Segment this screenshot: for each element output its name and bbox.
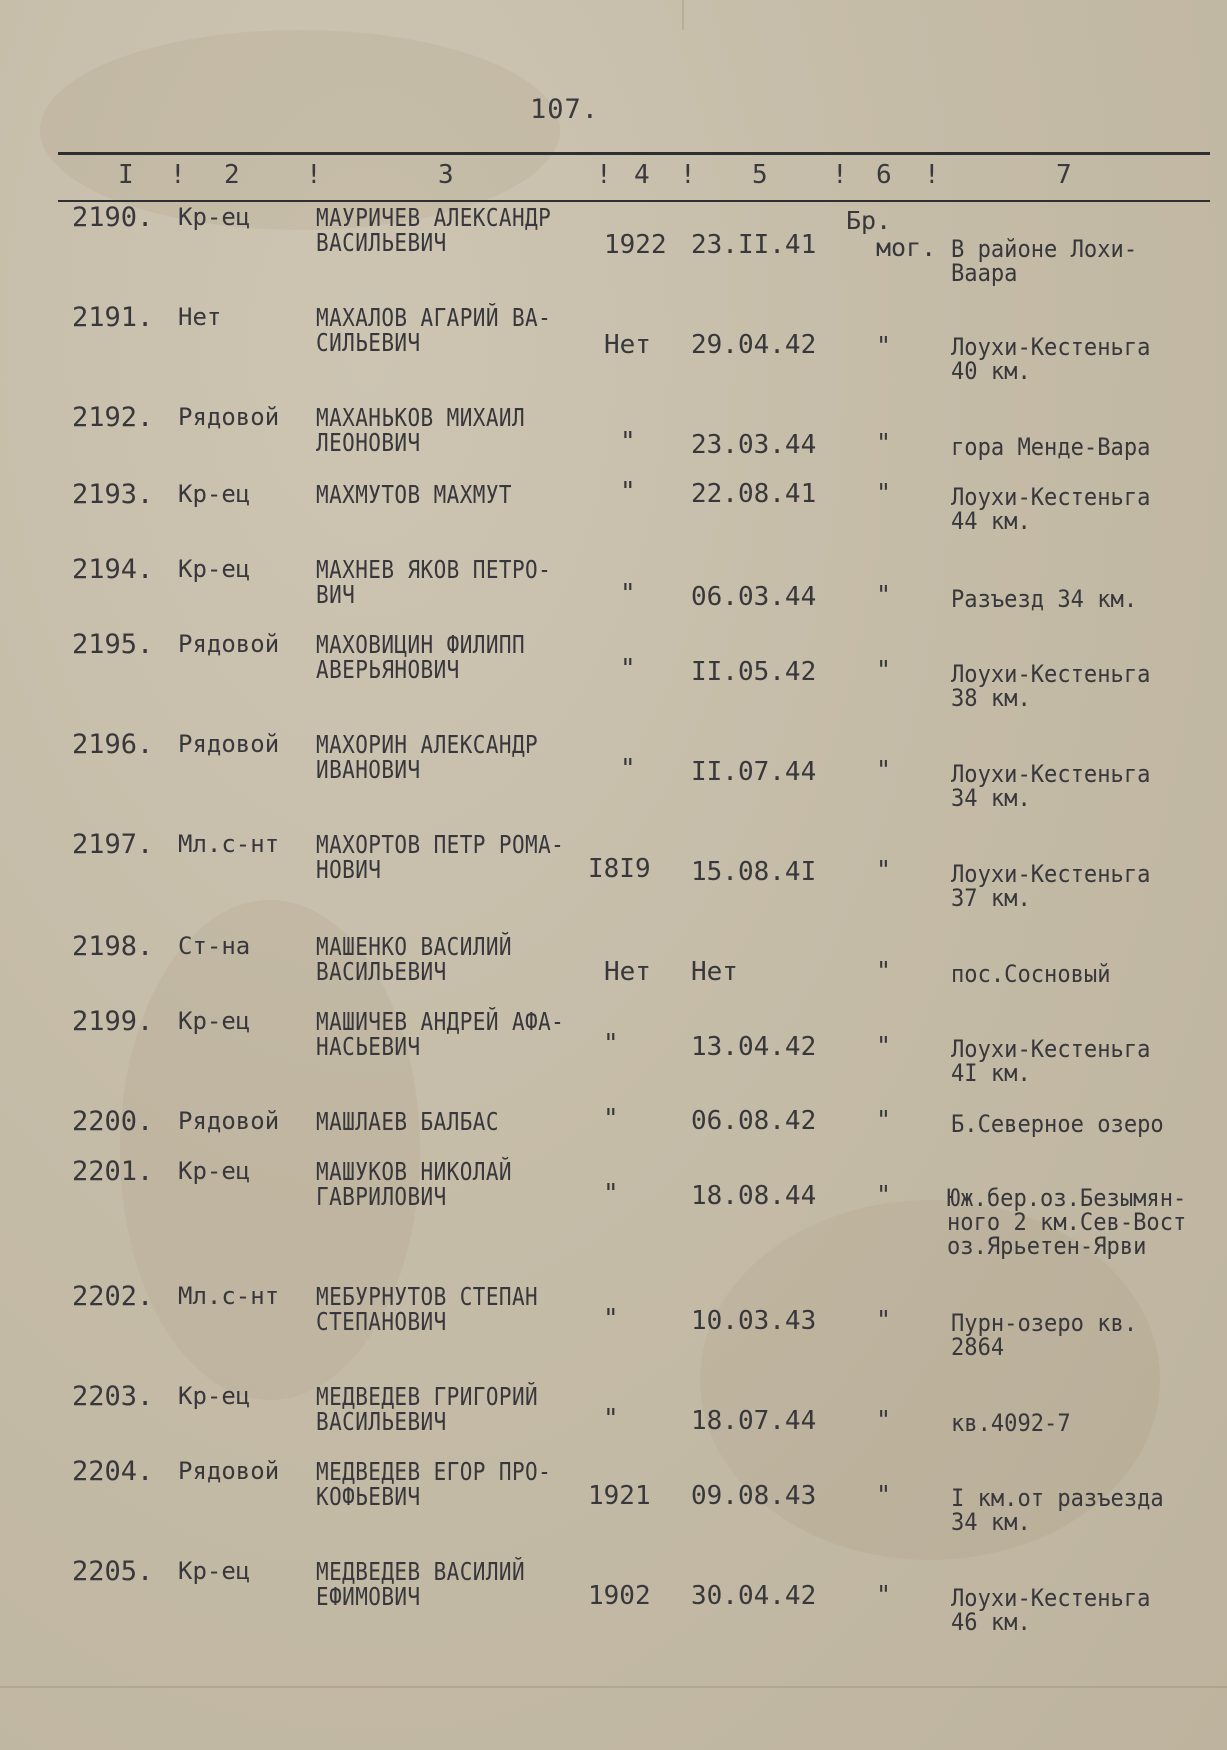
burial-type: " — [876, 1405, 892, 1434]
record-number: 2200. — [72, 1106, 154, 1137]
full-name-line: МАШИЧЕВ АНДРЕЙ АФА- — [316, 1007, 565, 1036]
military-rank: Кр-ец — [178, 555, 251, 583]
record-number: 2196. — [72, 729, 154, 760]
full-name-line: МАШЕНКО ВАСИЛИЙ — [316, 932, 512, 961]
burial-place-line: пос.Сосновый — [951, 960, 1111, 988]
burial-place-line: 37 км. — [951, 884, 1031, 912]
record-number: 2201. — [72, 1156, 154, 1187]
death-date: 10.03.43 — [691, 1306, 817, 1336]
record-number: 2193. — [72, 479, 154, 510]
burial-place-line: 40 км. — [951, 357, 1031, 385]
burial-place-line: В районе Лохи- — [951, 235, 1138, 263]
column-separator: ! — [924, 160, 940, 190]
full-name-line: АВЕРЬЯНОВИЧ — [316, 655, 460, 684]
header-rule-top — [58, 152, 1210, 155]
burial-place-line: Ваара — [951, 259, 1018, 287]
full-name-line: МАХАНЬКОВ МИХАИЛ — [316, 403, 526, 432]
column-header-3: 3 — [438, 160, 454, 190]
burial-type: " — [876, 1031, 892, 1060]
death-date: 23.03.44 — [691, 430, 817, 460]
page-number: 107. — [530, 94, 600, 125]
burial-place-line: 38 км. — [951, 684, 1031, 712]
full-name-line: ГАВРИЛОВИЧ — [316, 1182, 447, 1211]
full-name-line: ВИЧ — [316, 580, 356, 609]
header-rule-bottom — [58, 200, 1210, 202]
burial-type: " — [876, 1305, 892, 1334]
record-number: 2191. — [72, 302, 154, 333]
full-name-line: МАУРИЧЕВ АЛЕКСАНДР — [316, 203, 552, 232]
birth-year: 1921 — [588, 1481, 651, 1511]
death-date: 06.03.44 — [691, 582, 817, 612]
military-rank: Кр-ец — [178, 1007, 251, 1035]
burial-place-line: кв.4092-7 — [951, 1409, 1071, 1437]
military-rank: Кр-ец — [178, 1157, 251, 1185]
death-date: 09.08.43 — [691, 1481, 817, 1511]
burial-place-line: Лоухи-Кестеньга — [951, 760, 1151, 788]
record-number: 2197. — [72, 829, 154, 860]
burial-place-line: ного 2 км.Сев-Вост — [947, 1208, 1187, 1236]
death-date: 23.II.41 — [691, 230, 817, 260]
death-date: 18.07.44 — [691, 1406, 817, 1436]
full-name-line: ВАСИЛЬЕВИЧ — [316, 957, 447, 986]
record-number: 2204. — [72, 1456, 154, 1487]
full-name-line: МАХОРТОВ ПЕТР РОМА- — [316, 830, 565, 859]
full-name-line: МЕБУРНУТОВ СТЕПАН — [316, 1282, 539, 1311]
birth-year: Нет — [604, 330, 651, 360]
full-name-line: КОФЬЕВИЧ — [316, 1482, 421, 1511]
burial-place-line: Лоухи-Кестеньга — [951, 660, 1151, 688]
column-separator: ! — [170, 160, 186, 190]
full-name-line: МАХНЕВ ЯКОВ ПЕТРО- — [316, 555, 552, 584]
burial-place-line: 34 км. — [951, 1508, 1031, 1536]
birth-year: 1922 — [604, 230, 667, 260]
birth-year: " — [603, 1029, 619, 1059]
full-name-line: ВАСИЛЬЕВИЧ — [316, 228, 447, 257]
death-date: II.05.42 — [691, 657, 817, 687]
military-rank: Кр-ец — [178, 480, 251, 508]
burial-type: " — [876, 428, 892, 457]
burial-type: " — [876, 478, 892, 507]
burial-type: Бр. — [846, 206, 892, 235]
full-name-line: МЕДВЕДЕВ ГРИГОРИЙ — [316, 1382, 539, 1411]
burial-place-line: Лоухи-Кестеньга — [951, 1035, 1151, 1063]
burial-place-line: гора Менде-Вара — [951, 433, 1151, 461]
burial-type: " — [876, 1580, 892, 1609]
birth-year: " — [620, 477, 636, 507]
burial-type: " — [876, 331, 892, 360]
death-date: Нет — [691, 957, 738, 987]
military-rank: Кр-ец — [178, 1382, 251, 1410]
burial-type: " — [876, 855, 892, 884]
burial-type: " — [876, 580, 892, 609]
burial-type: " — [876, 655, 892, 684]
burial-type: " — [876, 1105, 892, 1134]
record-number: 2192. — [72, 402, 154, 433]
death-date: 22.08.41 — [691, 479, 817, 509]
full-name-line: МАШЛАЕВ БАЛБАС — [316, 1107, 499, 1136]
death-date: II.07.44 — [691, 757, 817, 787]
burial-place-line: оз.Ярьетен-Ярви — [947, 1232, 1147, 1260]
burial-place-line: Юж.бер.оз.Безымян- — [947, 1184, 1187, 1212]
military-rank: Мл.с-нт — [178, 830, 280, 858]
military-rank: Рядовой — [178, 1457, 280, 1485]
military-rank: Рядовой — [178, 730, 280, 758]
birth-year: " — [620, 654, 636, 684]
burial-place-line: 44 км. — [951, 507, 1031, 535]
burial-place-line: Пурн-озеро кв. — [951, 1309, 1138, 1337]
military-rank: Рядовой — [178, 1107, 280, 1135]
record-number: 2203. — [72, 1381, 154, 1412]
column-separator: ! — [680, 160, 696, 190]
column-header-4: 4 — [634, 160, 650, 190]
birth-year: " — [603, 1304, 619, 1334]
paper-crease — [0, 1686, 1227, 1688]
record-number: 2205. — [72, 1556, 154, 1587]
burial-type: мог. — [876, 233, 937, 262]
birth-year: Нет — [604, 957, 651, 987]
column-separator: ! — [306, 160, 322, 190]
record-number: 2194. — [72, 554, 154, 585]
record-number: 2190. — [72, 202, 154, 233]
death-date: 29.04.42 — [691, 330, 817, 360]
birth-year: " — [620, 754, 636, 784]
full-name-line: МЕДВЕДЕВ ВАСИЛИЙ — [316, 1557, 526, 1586]
military-rank: Рядовой — [178, 403, 280, 431]
full-name-line: ИВАНОВИЧ — [316, 755, 421, 784]
record-number: 2199. — [72, 1006, 154, 1037]
column-header-2: 2 — [224, 160, 240, 190]
burial-place-line: Лоухи-Кестеньга — [951, 333, 1151, 361]
birth-year: " — [620, 427, 636, 457]
burial-place-line: Лоухи-Кестеньга — [951, 1584, 1151, 1612]
record-number: 2198. — [72, 931, 154, 962]
column-header-7: 7 — [1056, 160, 1072, 190]
death-date: 30.04.42 — [691, 1581, 817, 1611]
full-name-line: МАХОВИЦИН ФИЛИПП — [316, 630, 526, 659]
military-rank: Кр-ец — [178, 203, 251, 231]
column-header-6: 6 — [876, 160, 892, 190]
military-rank: Ст-на — [178, 932, 251, 960]
burial-place-line: Разъезд 34 км. — [951, 585, 1138, 613]
record-number: 2195. — [72, 629, 154, 660]
full-name-line: СИЛЬЕВИЧ — [316, 328, 421, 357]
birth-year: " — [603, 1104, 619, 1134]
burial-place-line: Лоухи-Кестеньга — [951, 483, 1151, 511]
burial-place-line: Лоухи-Кестеньга — [951, 860, 1151, 888]
death-date: 06.08.42 — [691, 1106, 817, 1136]
full-name-line: МАШУКОВ НИКОЛАЙ — [316, 1157, 512, 1186]
full-name-line: СТЕПАНОВИЧ — [316, 1307, 447, 1336]
full-name-line: МАХМУТОВ МАХМУТ — [316, 480, 512, 509]
burial-type: " — [876, 956, 892, 985]
full-name-line: МАХОРИН АЛЕКСАНДР — [316, 730, 539, 759]
burial-place-line: 46 км. — [951, 1608, 1031, 1636]
full-name-line: ВАСИЛЬЕВИЧ — [316, 1407, 447, 1436]
birth-year: " — [603, 1404, 619, 1434]
burial-place-line: I км.от разъезда — [951, 1484, 1164, 1512]
burial-type: " — [876, 755, 892, 784]
column-header-1: I — [118, 160, 134, 190]
column-separator: ! — [832, 160, 848, 190]
birth-year: 1902 — [588, 1581, 651, 1611]
burial-place-line: 2864 — [951, 1333, 1005, 1361]
burial-place-line: Б.Северное озеро — [951, 1110, 1164, 1138]
burial-place-line: 4I км. — [951, 1059, 1031, 1087]
full-name-line: НОВИЧ — [316, 855, 382, 884]
record-number: 2202. — [72, 1281, 154, 1312]
burial-type: " — [876, 1480, 892, 1509]
death-date: 15.08.4I — [691, 857, 817, 887]
column-separator: ! — [596, 160, 612, 190]
birth-year: " — [603, 1179, 619, 1209]
full-name-line: ЛЕОНОВИЧ — [316, 428, 421, 457]
death-date: 18.08.44 — [691, 1181, 817, 1211]
burial-place-line: 34 км. — [951, 784, 1031, 812]
full-name-line: МАХАЛОВ АГАРИЙ ВА- — [316, 303, 552, 332]
full-name-line: НАСЬЕВИЧ — [316, 1032, 421, 1061]
military-rank: Мл.с-нт — [178, 1282, 280, 1310]
birth-year: " — [620, 579, 636, 609]
birth-year: I8I9 — [588, 854, 651, 884]
military-rank: Кр-ец — [178, 1557, 251, 1585]
column-header-5: 5 — [752, 160, 768, 190]
military-rank: Нет — [178, 303, 222, 331]
burial-type: " — [876, 1180, 892, 1209]
full-name-line: ЕФИМОВИЧ — [316, 1582, 421, 1611]
paper-crease — [682, 0, 684, 30]
death-date: 13.04.42 — [691, 1032, 817, 1062]
full-name-line: МЕДВЕДЕВ ЕГОР ПРО- — [316, 1457, 552, 1486]
military-rank: Рядовой — [178, 630, 280, 658]
